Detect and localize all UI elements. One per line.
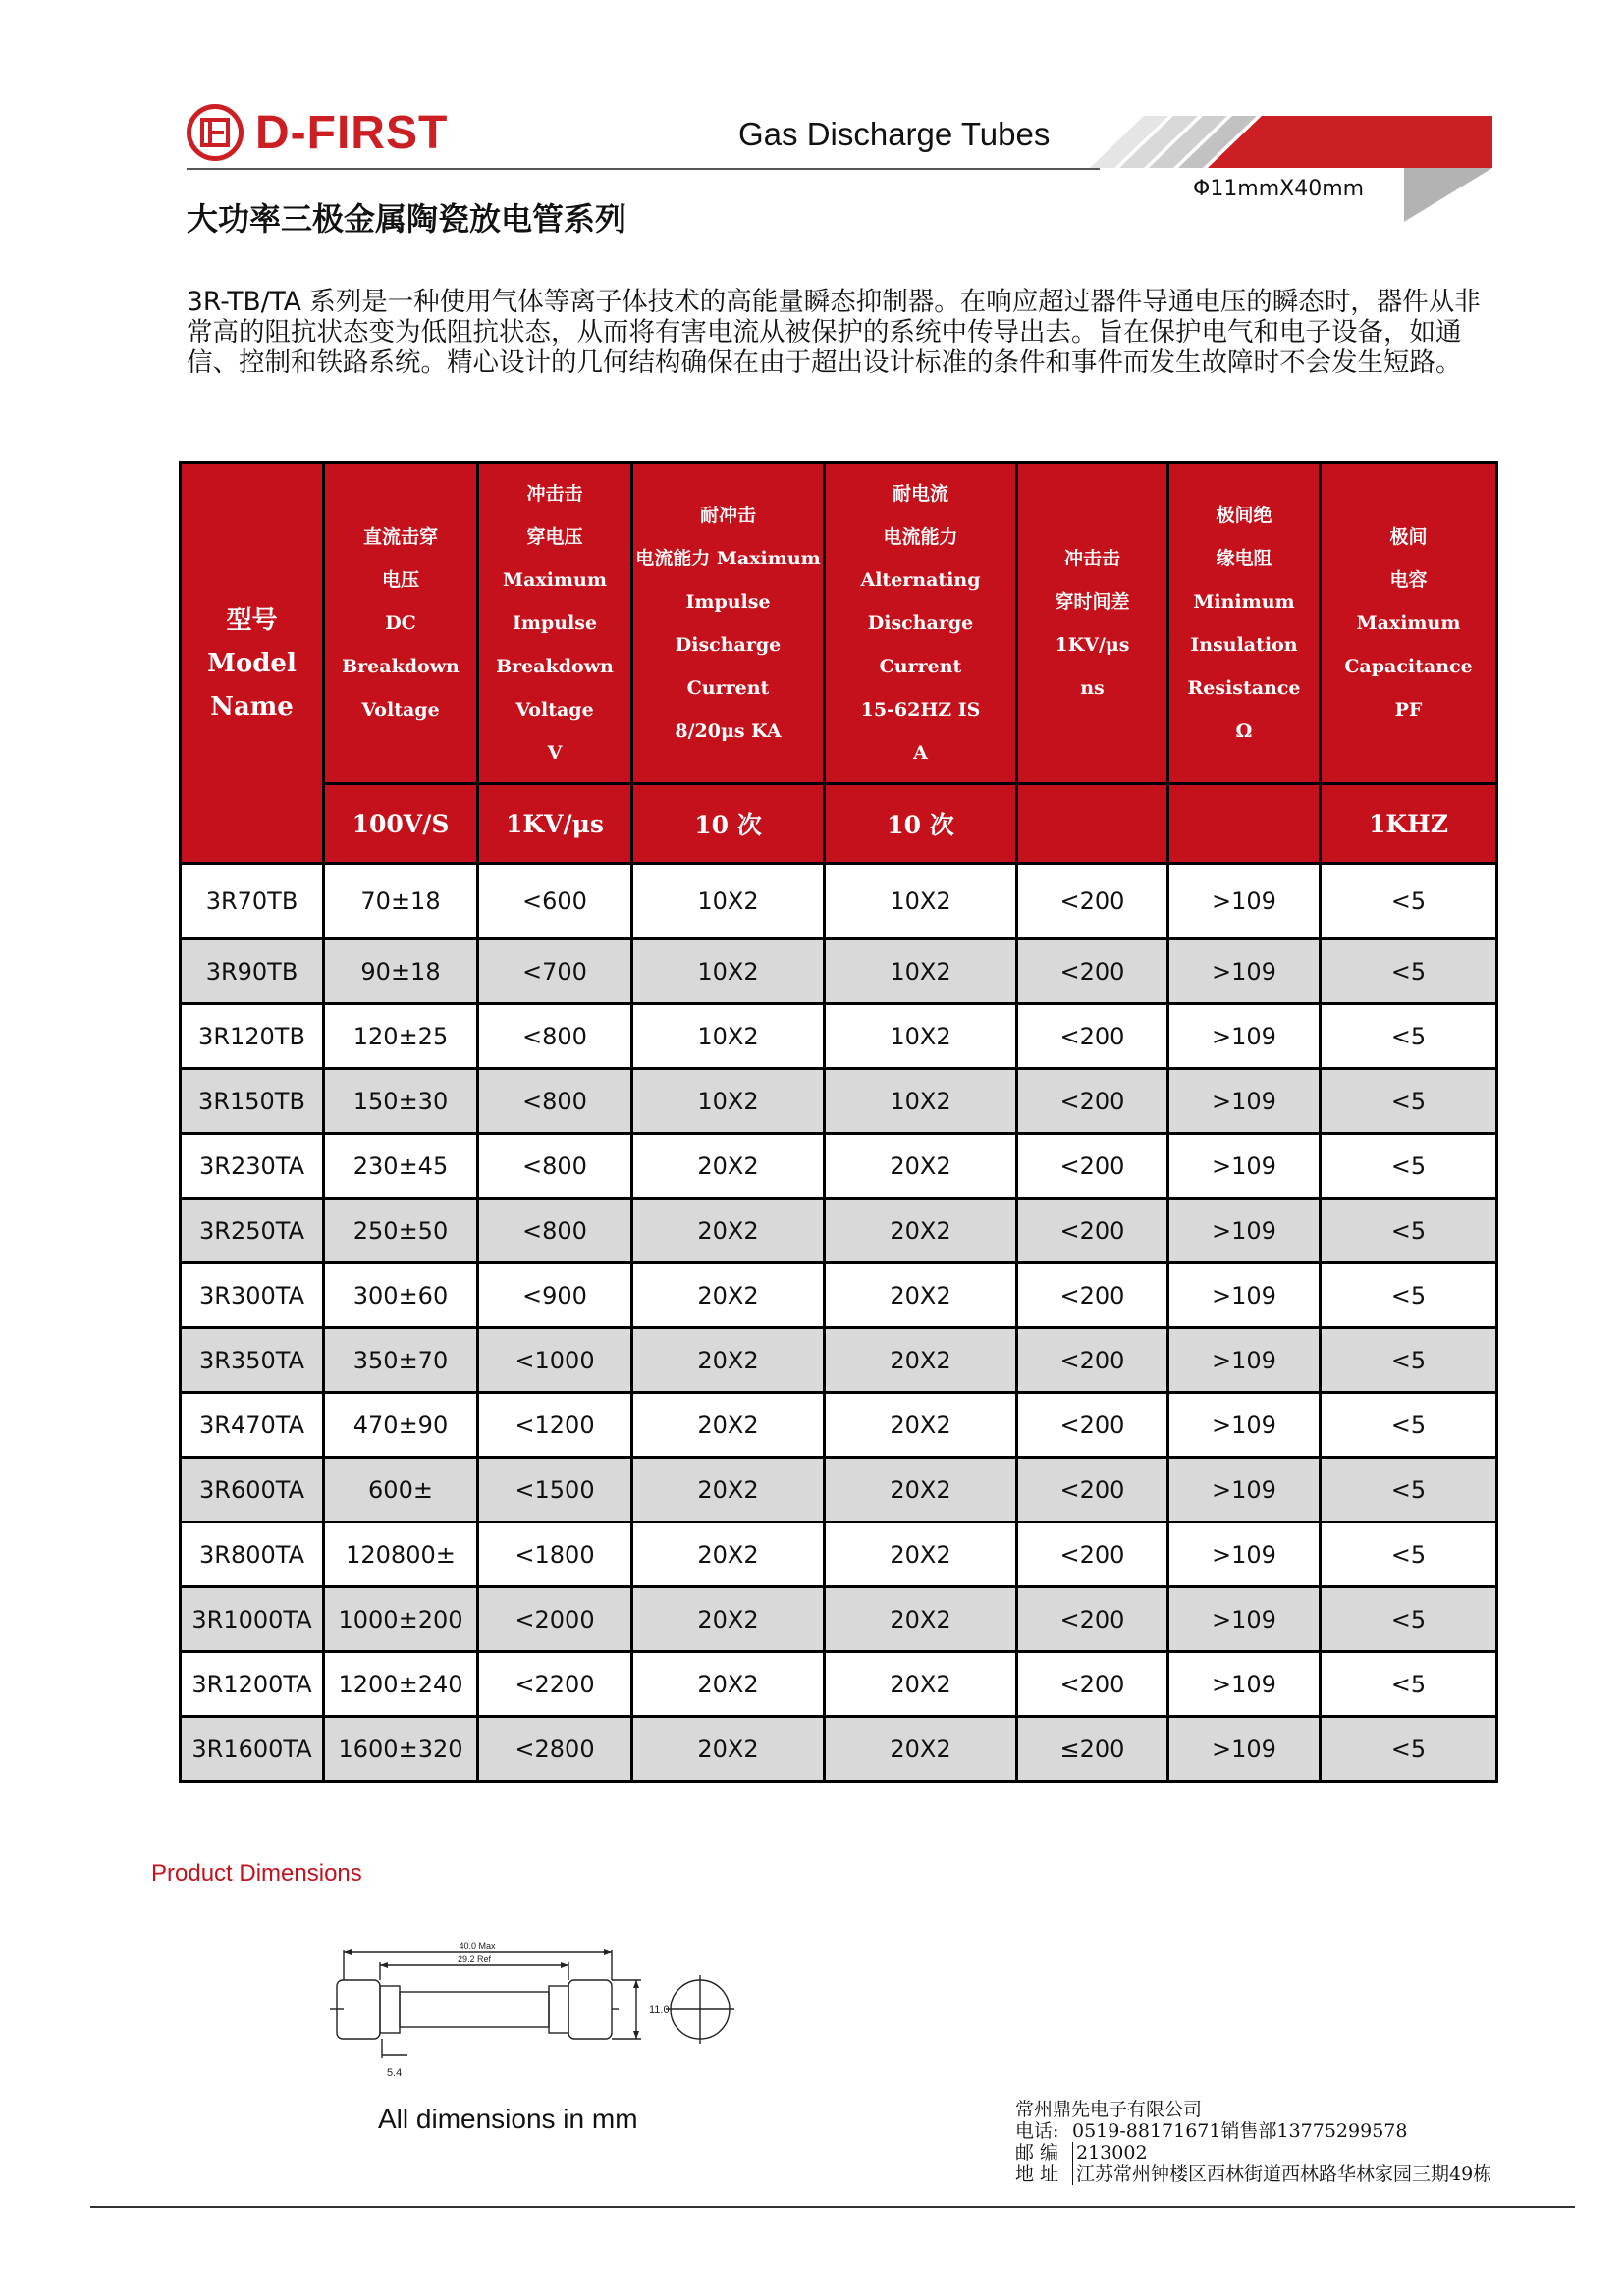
table-cell: <2200 <box>478 1652 632 1717</box>
table-cell: >109 <box>1168 1717 1321 1782</box>
table-row <box>181 1652 1497 1717</box>
model-name-cell: 3R1200TA <box>181 1652 324 1717</box>
table-row <box>181 939 1497 1004</box>
model-name-cell: 3R470TA <box>181 1393 324 1458</box>
column-header-line: 极间绝 <box>1216 505 1272 526</box>
diameter-label: 11.0 <box>649 2004 670 2016</box>
table-cell: 600± <box>324 1458 478 1522</box>
model-name-cell: 3R350TA <box>181 1328 324 1393</box>
column-header <box>181 463 324 864</box>
table-row <box>181 1328 1497 1393</box>
table-row <box>181 1134 1497 1199</box>
column-header-line: Minimum <box>1193 591 1295 613</box>
model-name-cell: 3R90TB <box>181 939 324 1004</box>
column-unit <box>1017 784 1168 864</box>
table-cell: 120±25 <box>324 1004 478 1069</box>
column-header-line: 穿时间差 <box>1055 591 1130 613</box>
address-label: 地 址 <box>1015 2163 1059 2185</box>
table-cell: <200 <box>1017 1458 1168 1522</box>
table-cell: >109 <box>1168 1522 1321 1587</box>
table-cell: 20X2 <box>825 1263 1017 1328</box>
column-header-line: Model <box>207 648 297 678</box>
table-cell: >109 <box>1168 1004 1321 1069</box>
table-cell: 20X2 <box>632 1199 825 1263</box>
intro-paragraph: 3R-TB/TA 系列是一种使用气体等离子体技术的高能量瞬态抑制器。在响应超过器件导通电压的瞬态时，器件从非常高的阻抗状态变为低阻抗状态，从而将有害电流从被保护的系统中传导出去。旨在保护电气和电子设备，如通信、控制和铁路系统。精心设计的几何结构确保在由于超出设计标准的条件和事件而发生故障时不会发生短路。 <box>187 287 1481 378</box>
table-cell: 20X2 <box>632 1587 825 1652</box>
column-header-line: 15-62HZ IS <box>860 699 981 721</box>
table-cell: <200 <box>1017 939 1168 1004</box>
column-header-line: 冲击击 <box>526 483 583 505</box>
table-row <box>181 1004 1497 1069</box>
table-row <box>181 1393 1497 1458</box>
column-header-line: A <box>913 742 928 764</box>
column-header-line: 1KV/μs <box>1055 634 1130 656</box>
column-header-line: Name <box>210 691 294 721</box>
table-cell: 10X2 <box>825 939 1017 1004</box>
header-stripes-decoration <box>1090 116 1492 222</box>
column-header-line: Maximum <box>1356 613 1461 634</box>
table-cell: 1200±240 <box>324 1652 478 1717</box>
product-dimensions-label: Product Dimensions <box>151 1860 362 1887</box>
table-cell: >109 <box>1168 1134 1321 1199</box>
table-cell: <1800 <box>478 1522 632 1587</box>
table-cell: 20X2 <box>825 1587 1017 1652</box>
series-title: 大功率三极金属陶瓷放电管系列 <box>187 200 627 238</box>
table-cell: <1200 <box>478 1393 632 1458</box>
table-cell: 150±30 <box>324 1069 478 1134</box>
table-cell: 20X2 <box>825 1522 1017 1587</box>
column-header <box>632 463 825 784</box>
table-cell: <5 <box>1321 1717 1497 1782</box>
column-header-line: 冲击击 <box>1063 548 1120 569</box>
model-name-cell: 3R120TB <box>181 1004 324 1069</box>
ref-length-label: 29.2 Ref <box>457 1954 492 1964</box>
table-cell: 1000±200 <box>324 1587 478 1652</box>
column-header-line: Breakdown <box>342 656 460 677</box>
column-header-line: 电压 <box>381 569 419 591</box>
spec-table <box>179 461 1498 1783</box>
table-cell: >109 <box>1168 939 1321 1004</box>
table-cell: >109 <box>1168 1458 1321 1522</box>
phone-value: 0519-88171671销售部13775299578 <box>1072 2120 1408 2142</box>
table-cell: 10X2 <box>632 1069 825 1134</box>
column-header-line: 电流能力 Maximum <box>635 548 821 569</box>
table-cell: 90±18 <box>324 939 478 1004</box>
model-name-cell: 3R230TA <box>181 1134 324 1199</box>
column-header-line: 缘电阻 <box>1216 548 1272 569</box>
column-header <box>1168 463 1321 784</box>
table-cell: 300±60 <box>324 1263 478 1328</box>
column-header-line: Capacitance <box>1344 656 1473 677</box>
table-cell: 20X2 <box>825 1199 1017 1263</box>
table-cell: <200 <box>1017 1199 1168 1263</box>
table-cell: <5 <box>1321 939 1497 1004</box>
table-cell: 20X2 <box>632 1717 825 1782</box>
column-header-line: 电容 <box>1389 569 1428 591</box>
table-cell: 20X2 <box>825 1652 1017 1717</box>
table-row <box>181 1069 1497 1134</box>
dimensions-note: All dimensions in mm <box>378 2104 638 2134</box>
column-header-line: Current <box>879 656 962 677</box>
table-row <box>181 1717 1497 1782</box>
table-row <box>181 1587 1497 1652</box>
cap-length-label: 5.4 <box>387 2067 403 2079</box>
table-cell: <5 <box>1321 1587 1497 1652</box>
model-name-cell: 3R300TA <box>181 1263 324 1328</box>
company-name: 常州鼎先电子有限公司 <box>1015 2099 1203 2120</box>
column-header-line: Ω <box>1235 721 1253 742</box>
table-cell: 20X2 <box>632 1134 825 1199</box>
table-cell: 350±70 <box>324 1328 478 1393</box>
column-header-line: Impulse <box>512 613 598 634</box>
table-cell: 250±50 <box>324 1199 478 1263</box>
table-row <box>181 1263 1497 1328</box>
table-cell: <5 <box>1321 1263 1497 1328</box>
table-cell: <200 <box>1017 1393 1168 1458</box>
phone-label: 电话: <box>1015 2120 1059 2142</box>
model-name-cell: 3R600TA <box>181 1458 324 1522</box>
table-cell: <200 <box>1017 1652 1168 1717</box>
column-header-line: 耐冲击 <box>699 505 756 526</box>
table-cell: >109 <box>1168 1652 1321 1717</box>
table-cell: 1600±320 <box>324 1717 478 1782</box>
column-header-line: Voltage <box>515 699 594 721</box>
column-unit: 1KV/μs <box>478 784 632 864</box>
table-cell: 20X2 <box>632 1328 825 1393</box>
column-header-line: Insulation <box>1190 634 1298 656</box>
table-cell: 20X2 <box>825 1458 1017 1522</box>
table-body <box>181 864 1497 1782</box>
table-cell: 20X2 <box>825 1717 1017 1782</box>
address-value: 江苏常州钟楼区西林街道西林路华林家园三期49栋 <box>1072 2163 1491 2185</box>
table-cell: 10X2 <box>825 1004 1017 1069</box>
table-cell: <5 <box>1321 1393 1497 1458</box>
table-cell: <5 <box>1321 1458 1497 1522</box>
contact-block <box>1015 2099 1491 2185</box>
column-header-line: Maximum <box>503 569 607 591</box>
table-cell: >109 <box>1168 1587 1321 1652</box>
column-header-line: 直流击穿 <box>362 526 438 548</box>
table-row <box>181 1522 1497 1587</box>
dimension-drawing <box>322 1939 754 2086</box>
table-cell: <200 <box>1017 864 1168 939</box>
column-header-line: 型号 <box>226 605 278 635</box>
table-row <box>181 1199 1497 1263</box>
logo-text: D-FIRST <box>255 106 449 159</box>
table-cell: 20X2 <box>632 1458 825 1522</box>
column-header-line: Discharge <box>675 634 782 656</box>
table-cell: <800 <box>478 1134 632 1199</box>
table-cell: <2000 <box>478 1587 632 1652</box>
zip-value: 213002 <box>1072 2142 1148 2163</box>
table-header-row <box>181 463 1497 784</box>
table-cell: <900 <box>478 1263 632 1328</box>
footer-divider <box>90 2206 1575 2208</box>
model-name-cell: 3R250TA <box>181 1199 324 1263</box>
column-header-line: ns <box>1080 677 1105 699</box>
header-divider <box>187 168 1100 170</box>
column-header-line: DC <box>385 613 416 634</box>
table-row <box>181 864 1497 939</box>
table-cell: <800 <box>478 1199 632 1263</box>
table-cell: <200 <box>1017 1522 1168 1587</box>
column-header-line: Current <box>686 677 770 699</box>
column-unit <box>1168 784 1321 864</box>
column-header <box>1017 463 1168 784</box>
model-name-cell: 3R1600TA <box>181 1717 324 1782</box>
column-header <box>324 463 478 784</box>
table-cell: <5 <box>1321 1134 1497 1199</box>
column-header-line: 极间 <box>1389 526 1428 548</box>
logo-mark-icon <box>187 104 244 161</box>
column-header-line: 穿电压 <box>526 526 583 548</box>
table-cell: >109 <box>1168 1263 1321 1328</box>
column-header-line: Voltage <box>361 699 440 721</box>
table-cell: <700 <box>478 939 632 1004</box>
table-cell: <800 <box>478 1069 632 1134</box>
model-name-cell: 3R70TB <box>181 864 324 939</box>
table-cell: 470±90 <box>324 1393 478 1458</box>
column-header <box>1321 463 1497 784</box>
table-cell: <5 <box>1321 864 1497 939</box>
table-cell: <5 <box>1321 1652 1497 1717</box>
table-cell: <5 <box>1321 1069 1497 1134</box>
document-category: Gas Discharge Tubes <box>738 116 1051 152</box>
table-cell: 10X2 <box>825 864 1017 939</box>
table-cell: <800 <box>478 1004 632 1069</box>
table-cell: >109 <box>1168 864 1321 939</box>
table-cell: >109 <box>1168 1069 1321 1134</box>
table-cell: <200 <box>1017 1134 1168 1199</box>
table-cell: 10X2 <box>632 939 825 1004</box>
column-unit: 100V/S <box>324 784 478 864</box>
table-cell: 10X2 <box>632 864 825 939</box>
table-cell: 20X2 <box>825 1134 1017 1199</box>
table-cell: 10X2 <box>632 1004 825 1069</box>
column-header-line: Resistance <box>1187 677 1301 699</box>
table-cell: 20X2 <box>632 1393 825 1458</box>
table-cell: <5 <box>1321 1199 1497 1263</box>
table-cell: 20X2 <box>632 1263 825 1328</box>
table-cell: <2800 <box>478 1717 632 1782</box>
table-unit-row <box>181 784 1497 864</box>
column-header-line: 电流能力 Alternating <box>860 526 981 591</box>
column-header-line: 耐电流 <box>892 483 948 505</box>
table-cell: <200 <box>1017 1328 1168 1393</box>
table-cell: <1000 <box>478 1328 632 1393</box>
table-cell: >109 <box>1168 1393 1321 1458</box>
table-cell: 20X2 <box>825 1328 1017 1393</box>
column-unit: 10 次 <box>825 784 1017 864</box>
column-header <box>825 463 1017 784</box>
table-cell: 70±18 <box>324 864 478 939</box>
zip-label: 邮 编 <box>1015 2142 1059 2163</box>
table-cell: <200 <box>1017 1587 1168 1652</box>
model-name-cell: 3R150TB <box>181 1069 324 1134</box>
table-cell: 20X2 <box>632 1522 825 1587</box>
column-unit: 1KHZ <box>1321 784 1497 864</box>
table-cell: <200 <box>1017 1263 1168 1328</box>
table-cell: <5 <box>1321 1522 1497 1587</box>
table-cell: <200 <box>1017 1069 1168 1134</box>
table-cell: 20X2 <box>632 1652 825 1717</box>
column-header-line: Impulse <box>685 591 771 613</box>
table-cell: <5 <box>1321 1004 1497 1069</box>
table-cell: 230±45 <box>324 1134 478 1199</box>
table-cell: 20X2 <box>825 1393 1017 1458</box>
column-header-line: Discharge <box>867 613 974 634</box>
table-cell: <600 <box>478 864 632 939</box>
table-cell: <1500 <box>478 1458 632 1522</box>
model-name-cell: 3R800TA <box>181 1522 324 1587</box>
logo <box>187 102 448 163</box>
table-cell: ≤200 <box>1017 1717 1168 1782</box>
table-cell: <5 <box>1321 1328 1497 1393</box>
model-name-cell: 3R1000TA <box>181 1587 324 1652</box>
column-unit: 10 次 <box>632 784 825 864</box>
table-cell: <200 <box>1017 1004 1168 1069</box>
column-header-line: V <box>547 742 563 764</box>
table-cell: 120800± <box>324 1522 478 1587</box>
table-cell: 10X2 <box>825 1069 1017 1134</box>
column-header-line: Breakdown <box>496 656 614 677</box>
column-header-line: 8/20μs KA <box>675 721 782 742</box>
column-header <box>478 463 632 784</box>
table-cell: >109 <box>1168 1199 1321 1263</box>
table-row <box>181 1458 1497 1522</box>
column-header-line: PF <box>1394 699 1423 721</box>
size-label: Φ11mmX40mm <box>1193 177 1365 201</box>
table-cell: >109 <box>1168 1328 1321 1393</box>
overall-length-label: 40.0 Max <box>459 1941 496 1950</box>
